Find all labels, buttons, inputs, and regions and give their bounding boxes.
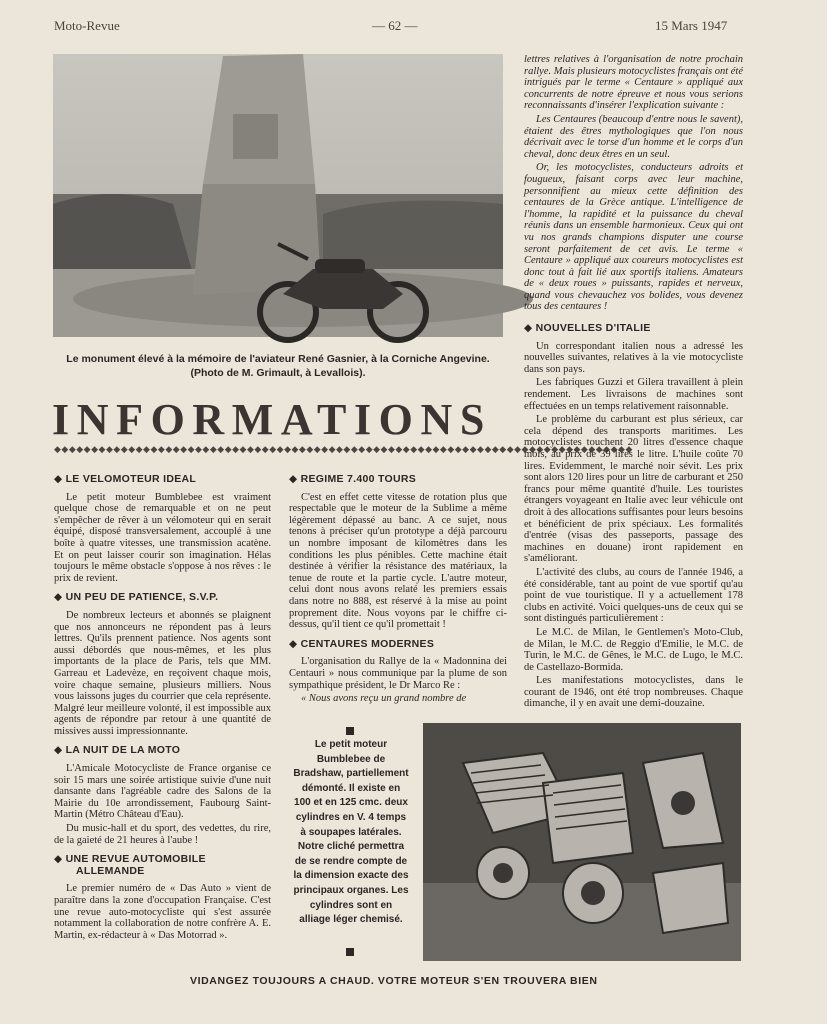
box-top-marker: [346, 727, 354, 735]
centaures-text: L'organisation du Rallye de la « Madonnina dei Centauri » nous communique par la plume de son sympathique président, le Dr Marco Re :: [289, 656, 507, 691]
decorative-divider: ◆◆◆◆◆◆◆◆◆◆◆◆◆◆◆◆◆◆◆◆◆◆◆◆◆◆◆◆◆◆◆◆◆◆◆◆◆◆◆◆◆◆◆◆◆◆◆◆◆◆◆◆◆◆◆◆◆◆◆◆◆◆◆◆◆◆◆◆◆◆◆◆◆◆◆◆◆◆: [54, 444, 633, 454]
page-title: INFORMATIONS: [52, 395, 492, 444]
centaures-quote-cont-1: lettres relatives à l'organisation de notre prochain rallye. Mais plusieurs motocyclistes français ont été intrigués par le terme « Centaure » appliqué aux concurrents de notre épreuve et nous vous serions reconnaissants d'insérer l'explication suivante :: [524, 54, 744, 112]
italie-text-3: Le problème du carburant est plus sérieux, car cela dépend des transports maritimes. Les motocyclistes touchent 20 litres d'essence chaque mois, au prix de 39 lires le litre. L'huile coûte 70 lires. Evidemment, le marché noir sévit. Les prix sont alors 120 lires pour un litre de carburant et 250 francs pour même quantité d'huile. Les touristes étrangers voyageant en Italie avec leur véhicule ont droit à des allocations suffisantes pour leurs besoins et bénéficient de prix spéciaux. Les formalités d'entrée (visas des passeports, passage des machines en douane) iront rapidement en s'améliorant.: [524, 414, 743, 565]
italie-text-4: L'activité des clubs, au cours de l'année 1946, a été considérable, tant au point de vue sportif qu'au point de vue touristique. Il y a actuellement 178 clubs en activité. Voici quelques-uns de ceux qui se sont distingués particulièrement :: [524, 566, 743, 625]
monument-photo: [53, 54, 503, 337]
centaures-quote-start: « Nous avons reçu un grand nombre de: [301, 693, 467, 705]
section-title-revue-1: ◆ UNE REVUE AUTOMOBILE: [54, 853, 206, 866]
section-title-regime: ◆ REGIME 7.400 TOURS: [289, 473, 417, 485]
patience-text: De nombreux lecteurs et abonnés se plaignent que nos annonceurs ne répondent pas à leurs lettres. Qu'ils prennent patience. Nos agents sont aussi débordés que nous-mêmes, et les plus importants de la place de Paris, tels que MM. Garreau et Ladevèze, en reçoivent chaque mois, voire chaque semaine, plusieurs milliers. Nous vous laissons juges du courrier que cela représente. Malgré leur meilleure volonté, il est impossible aux agents de répondre par retour à une quantité de missives aussi impressionnante.: [54, 609, 271, 737]
italie-text-1: Un correspondant italien nous a adressé les nouvelles suivantes, relatives à la vie motocycliste dans son pays.: [524, 340, 743, 375]
box-bottom-marker: [346, 948, 354, 956]
centaures-quote-cont-3: Or, les motocyclistes, conducteurs adroits et fougueux, faisant corps avec leur machine, personnifient au mieux cette définition des centaures de la Grèce antique. L'intelligence de l'homme, la rapidité et la puissance du cheval réunis dans un ensemble harmonieux. Ceux qui ont vu nos grands champions disputer une course seront parfaitement de cet avis. Le terme « Centaure » appliqué aux coureurs motocyclistes est donc tout à fait lié aux sportifs italiens. Amateurs de « deux roues » puissants, rapides et nerveux, quand vous chevauchez vos bolides, vous devenez tous des centaures !: [524, 162, 743, 313]
engine-photo: [423, 723, 741, 961]
monument-photo-graphic: [53, 54, 503, 337]
section-title-revue-2: ALLEMANDE: [76, 864, 145, 877]
italie-text-5: Le M.C. de Milan, le Gentlemen's Moto-Club, de Milan, le M.C. de Reggio d'Emilie, le M.C. de Turin, le M.C. de Gênes, le M.C. de Lugo, le M.C. de Castellazo-Bormida.: [524, 626, 743, 673]
centaures-quote-cont-2: Les Centaures (beaucoup d'entre nous le savent), étaient des êtres mythologiques que l'on nous décrivait avec le torse d'un homme et le corps d'un cheval, donc deux êtres en un seul.: [524, 113, 743, 160]
nuit-text-2: Du music-hall et du sport, des vedettes, du rire, de la gaieté de 21 heures à l'aube !: [54, 823, 271, 846]
running-header-title: Moto-Revue: [54, 18, 120, 33]
page-number: — 62 —: [372, 18, 418, 33]
section-title-velomoteur: ◆ LE VELOMOTEUR IDEAL: [54, 473, 197, 485]
photo-caption: Le monument élevé à la mémoire de l'aviateur René Gasnier, à la Corniche Angevine. (Photo de M. Grimault, à Levallois).: [66, 353, 490, 379]
column-right: [524, 54, 743, 712]
engine-photo-caption: Le petit moteur Bumblebee de Bradshaw, partiellement démonté. Il existe en 100 et en 125 cmc. deux cylindres en V. 4 temps à soupapes latérales. Notre cliché permettra de se rendre compte de la dimension exacte des principaux organes. Les cylindres sont en alliage léger chemisé.: [293, 739, 409, 926]
section-title-italie: ◆ NOUVELLES D'ITALIE: [524, 322, 651, 335]
page-footer-slogan: VIDANGEZ TOUJOURS A CHAUD. VOTRE MOTEUR S'EN TROUVERA BIEN: [190, 975, 598, 987]
revue-text: Le premier numéro de « Das Auto » vient de paraître dans la zone d'occupation Française. C'est une revue auto-motocycliste qui s'est assurée notamment la collaboration de notre confrère A. E. Martin, ex-rédacteur à « Das Motorrad ».: [54, 883, 271, 941]
section-title-nuit-moto: ◆ LA NUIT DE LA MOTO: [54, 744, 181, 757]
nuit-text-1: L'Amicale Motocycliste de France organise ce soir 15 mars une soirée artistique suivie d'une nuit dansante dans l'agréable cadre des Salons de la Mairie du 10e arrondissement, Faubourg Saint-Martin (Métro Château d'Eau).: [54, 763, 271, 821]
section-title-centaures: ◆ CENTAURES MODERNES: [289, 637, 435, 650]
issue-date: 15 Mars 1947: [655, 18, 728, 33]
column-middle: [289, 474, 507, 707]
regime-text: C'est en effet cette vitesse de rotation plus que respectable que le moteur de la Sublime a même légèrement dépassé au banc. A ce sujet, nous tenons à préciser qu'un prototype a déjà parcouru un nombre imposant de kilomètres dans les conditions les plus pénibles. Cette machine était destinée à vérifier la résistance des matériaux, la tenue de route et la partie cycle. L'autre moteur, celui dont nous avons relaté les premiers essais dans notre no 888, est réservé à la mise au point proprement dite. Nous voyons par le chiffre ci-dessus, qu'il tient ce qu'il promettait !: [289, 491, 507, 631]
column-left: [54, 474, 271, 943]
section-title-patience: ◆ UN PEU DE PATIENCE, S.V.P.: [54, 591, 219, 604]
italie-text-6: Les manifestations motocyclistes, dans le courant de 1946, ont été trop nombreuses. Chaque dimanche, il y en avait une demi-douzaine.: [524, 675, 743, 710]
velomoteur-text: Le petit moteur Bumblebee est vraiment quelque chose de remarquable et on ne peut s'empêcher de rêver à un vélomoteur qui en serait équipé, disposé transversalement, accouplé à une boîte à quatre vitesses, une transmission acatène. Et on peut laisser courir son imagination. Hélas toujours le même obstacle s'oppose à nos rêves : le prix de revient.: [54, 491, 271, 584]
italie-text-2: Les fabriques Guzzi et Gilera travaillent à plein rendement. Les livraisons de machines sont effectuées en un temps relativement raisonnable.: [524, 377, 743, 412]
engine-photo-graphic: [423, 723, 741, 961]
